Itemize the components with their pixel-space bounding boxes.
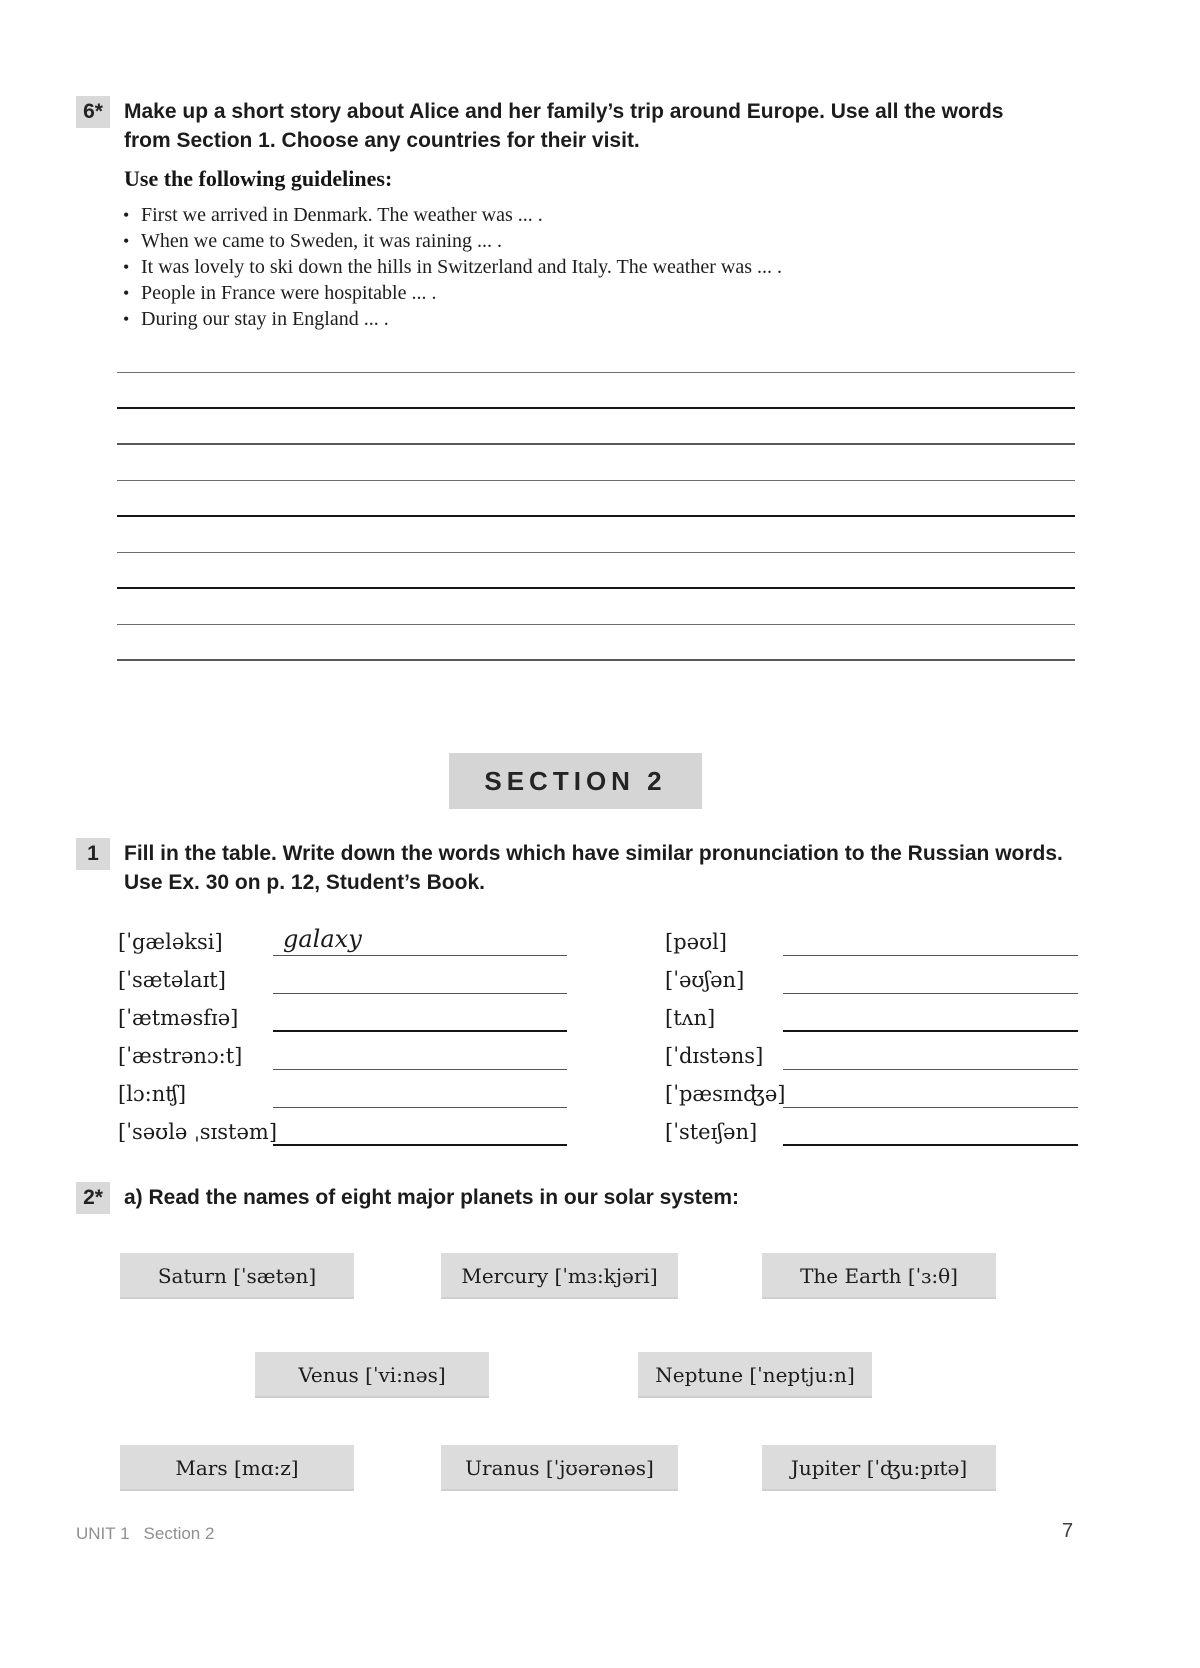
- transcription-row: [118, 1108, 1078, 1146]
- writing-line[interactable]: [117, 337, 1075, 373]
- footer-section-label: Section 2: [143, 1524, 215, 1543]
- transcription-label: [ˈsteɪʃən]: [665, 1120, 758, 1144]
- section-2-header: SECTION 2: [449, 753, 702, 809]
- answer-blank[interactable]: [273, 926, 567, 956]
- guideline-item: • It was lovely to ski down the hills in Switzerland and Italy. The weather was ... .: [121, 254, 1021, 280]
- transcription-label: [lɔ:nʧ]: [118, 1082, 187, 1106]
- transcription-row: [118, 918, 1078, 956]
- answer-blank[interactable]: [783, 1116, 1078, 1146]
- guideline-item: • During our stay in England ... .: [121, 306, 1021, 332]
- exercise-6-header: [76, 96, 1014, 155]
- guideline-item: • People in France were hospitable ... .: [121, 280, 1021, 306]
- answer-blank[interactable]: [783, 926, 1078, 956]
- answer-blank[interactable]: [273, 964, 567, 994]
- planet-box-saturn: Saturn [ˈsætən]: [120, 1253, 354, 1299]
- handwritten-answer: galaxy: [283, 925, 362, 953]
- guideline-item: • First we arrived in Denmark. The weather was ... .: [121, 202, 1021, 228]
- transcription-label: [ˈsætəlaɪt]: [118, 968, 226, 992]
- transcription-label: [ˈpæsɪnʤə]: [665, 1082, 786, 1106]
- exercise-6-prompt: Make up a short story about Alice and her family’s trip around Europe. Use all the words from Section 1. Choose any countries for their visit.: [124, 100, 1004, 152]
- exercise-2-prompt: a) Read the names of eight major planets in our solar system:: [124, 1186, 739, 1209]
- page-number: 7: [1062, 1520, 1074, 1542]
- transcription-label: [ˈæstrənɔ:t]: [118, 1044, 243, 1068]
- planet-box-venus: Venus [ˈvi:nəs]: [255, 1352, 489, 1398]
- exercise-6-number-badge: 6*: [76, 96, 110, 128]
- transcription-label: [ˈætməsfɪə]: [118, 1006, 239, 1030]
- exercise-1-prompt: Fill in the table. Write down the words which have similar pronunciation to the Russian words. Use Ex. 30 on p. 12, Student’s Book.: [124, 842, 1063, 894]
- writing-line[interactable]: [117, 445, 1075, 481]
- planet-box-jupiter: Jupiter [ˈʤu:pɪtə]: [762, 1445, 996, 1491]
- transcription-label: [ˈgæləksi]: [118, 930, 223, 954]
- footer-breadcrumb: [76, 1524, 214, 1544]
- footer-unit-label: UNIT 1: [76, 1524, 130, 1543]
- answer-blank[interactable]: [783, 964, 1078, 994]
- planet-box-uranus: Uranus [ˈjʊərənəs]: [441, 1445, 678, 1491]
- writing-line[interactable]: [117, 409, 1075, 445]
- transcription-row: [118, 1070, 1078, 1108]
- answer-blank[interactable]: [273, 1116, 567, 1146]
- exercise-2-header: [76, 1182, 1064, 1214]
- planet-box-neptune: Neptune [ˈneptju:n]: [638, 1352, 872, 1398]
- answer-blank[interactable]: [273, 1002, 567, 1032]
- story-writing-area[interactable]: [117, 337, 1075, 661]
- transcription-label: [pəʊl]: [665, 930, 727, 954]
- planet-box-mercury: Mercury [ˈmɜ:kjəri]: [441, 1253, 678, 1299]
- answer-blank[interactable]: [273, 1040, 567, 1070]
- planet-box-mars: Mars [mɑ:z]: [120, 1445, 354, 1491]
- answer-blank[interactable]: [783, 1078, 1078, 1108]
- transcription-row: [118, 994, 1078, 1032]
- transcription-row: [118, 1032, 1078, 1070]
- answer-blank[interactable]: [783, 1002, 1078, 1032]
- transcription-label: [ˈəʊʃən]: [665, 968, 745, 992]
- transcription-table: [118, 918, 1078, 1146]
- answer-blank[interactable]: [783, 1040, 1078, 1070]
- guideline-item: • When we came to Sweden, it was raining ... .: [121, 228, 1021, 254]
- writing-line[interactable]: [117, 589, 1075, 625]
- writing-line[interactable]: [117, 373, 1075, 409]
- answer-blank[interactable]: [273, 1078, 567, 1108]
- writing-line[interactable]: [117, 625, 1075, 661]
- transcription-label: [tʌn]: [665, 1006, 716, 1030]
- guidelines-heading: Use the following guidelines:: [124, 166, 393, 191]
- exercise-1-header: [76, 838, 1064, 897]
- transcription-row: [118, 956, 1078, 994]
- transcription-label: [ˈsəʊlə ˌsɪstəm]: [118, 1120, 278, 1144]
- guidelines-list: [121, 202, 1021, 332]
- planet-box-earth: The Earth [ˈɜ:θ]: [762, 1253, 996, 1299]
- writing-line[interactable]: [117, 517, 1075, 553]
- transcription-label: [ˈdɪstəns]: [665, 1044, 764, 1068]
- exercise-1-number-badge: 1: [76, 838, 110, 870]
- writing-line[interactable]: [117, 481, 1075, 517]
- writing-line[interactable]: [117, 553, 1075, 589]
- exercise-2-number-badge: 2*: [76, 1182, 110, 1214]
